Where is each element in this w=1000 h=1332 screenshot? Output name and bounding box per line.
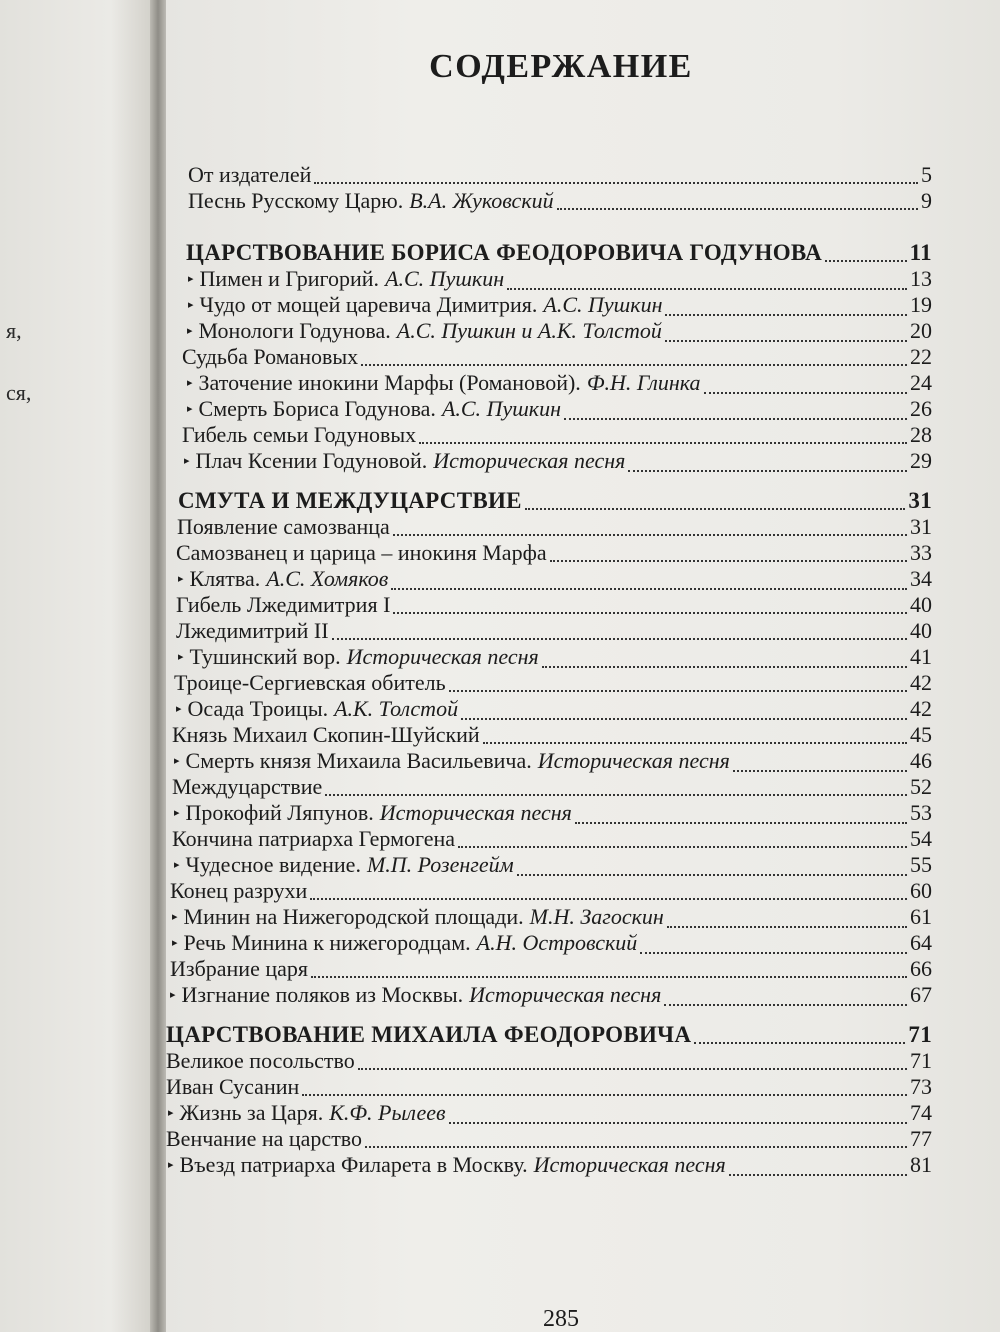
toc-entry-title: Осада Троицы.: [187, 696, 329, 721]
toc-page-number: 11: [909, 240, 932, 265]
toc-page-number: 42: [910, 670, 932, 695]
toc-entry-title: Появление самозванца: [177, 514, 390, 539]
toc-leader-dots: [825, 259, 907, 262]
toc-entry-author: А.К. Толстой: [334, 696, 459, 721]
toc-leader-dots: [575, 821, 907, 824]
bullet-icon: ▸: [174, 859, 180, 871]
toc-row: [166, 1126, 932, 1152]
toc-leader-dots: [665, 313, 907, 316]
toc-section-row: [166, 1022, 932, 1048]
toc-row: [177, 514, 932, 540]
toc-entry-author: А.С. Пушкин: [385, 266, 505, 291]
toc-row: [188, 188, 932, 214]
toc-entry-title: Троице-Сергиевская обитель: [174, 670, 446, 695]
toc-page-number: 71: [910, 1048, 932, 1073]
toc-entry-author: В.А. Жуковский: [409, 188, 554, 213]
toc-leader-dots: [391, 587, 907, 590]
toc-page-number: 77: [910, 1126, 932, 1151]
table-of-contents: [166, 0, 1000, 1332]
toc-row: [172, 826, 932, 852]
toc-page-number: 45: [910, 722, 932, 747]
toc-page-number: 24: [910, 370, 932, 395]
toc-page-number: 41: [910, 644, 932, 669]
toc-entry-author: К.Ф. Рылеев: [329, 1100, 446, 1125]
left-page-ghost-text: [20, 72, 25, 93]
toc-entry-title: Изгнание поляков из Москвы.: [181, 982, 464, 1007]
toc-entry-title: Гибель Лжедимитрия I: [176, 592, 391, 617]
toc-leader-dots: [628, 469, 907, 472]
toc-entry-title: Гибель семьи Годуновых: [182, 422, 417, 447]
toc-row: [176, 592, 932, 618]
left-page-line: ся,: [6, 380, 32, 405]
toc-entry-author: М.П. Розенгейм: [366, 852, 514, 877]
toc-leader-dots: [365, 1145, 907, 1148]
left-page-line: я,: [6, 318, 22, 343]
toc-entry-title: Песнь Русскому Царю.: [188, 188, 404, 213]
toc-leader-dots: [311, 975, 907, 978]
toc-page-number: 81: [910, 1152, 932, 1177]
toc-page-number: 67: [910, 982, 932, 1007]
toc-entry-title: Самозванец и царица – инокиня Марфа: [176, 540, 547, 565]
toc-page-number: 52: [910, 774, 932, 799]
toc-entry-title: Тушинский вор.: [189, 644, 341, 669]
toc-leader-dots: [449, 689, 907, 692]
toc-page-number: 40: [910, 618, 932, 643]
left-page: [0, 0, 158, 1332]
bullet-icon: ▸: [187, 403, 193, 415]
toc-leader-dots: [393, 533, 907, 536]
toc-leader-dots: [665, 339, 907, 342]
toc-page-number: 31: [910, 514, 932, 539]
toc-row: [174, 670, 932, 696]
toc-leader-dots: [302, 1093, 907, 1096]
toc-leader-dots: [704, 391, 908, 394]
toc-entry-title: СМУТА И МЕЖДУЦАРСТВИЕ: [178, 488, 522, 513]
toc-row: [184, 448, 932, 478]
toc-entry-author: Историческая песня: [469, 982, 662, 1007]
toc-leader-dots: [314, 181, 918, 184]
toc-entry-title: Клятва.: [189, 566, 261, 591]
toc-entry-title: ЦАРСТВОВАНИЕ МИХАИЛА ФЕОДОРОВИЧА: [166, 1022, 692, 1047]
bullet-icon: ▸: [184, 455, 190, 467]
toc-row: [172, 774, 932, 800]
toc-entry-title: Князь Михаил Скопин-Шуйский: [172, 722, 480, 747]
bullet-icon: ▸: [168, 1107, 174, 1119]
toc-page-number: 66: [910, 956, 932, 981]
bullet-icon: ▸: [168, 1159, 174, 1171]
toc-entry-title: Въезд патриарха Филарета в Москву.: [179, 1152, 528, 1177]
toc-entry-title: Заточение инокини Марфы (Романовой).: [198, 370, 581, 395]
toc-page-number: 29: [910, 448, 932, 473]
toc-leader-dots: [461, 717, 907, 720]
toc-section-row: [178, 488, 932, 514]
toc-page-number: 53: [910, 800, 932, 825]
toc-page-number: 13: [910, 266, 932, 291]
toc-row: [176, 618, 932, 644]
toc-page-number: 71: [908, 1022, 932, 1047]
toc-page-number: 5: [921, 162, 932, 187]
toc-page-number: 19: [910, 292, 932, 317]
toc-leader-dots: [419, 441, 907, 444]
toc-entry-title: Речь Минина к нижегородцам.: [183, 930, 471, 955]
bullet-icon: ▸: [178, 573, 184, 585]
toc-leader-dots: [664, 1003, 907, 1006]
toc-row: [170, 878, 932, 904]
toc-entry-author: Историческая песня: [433, 448, 626, 473]
toc-leader-dots: [361, 363, 907, 366]
toc-leader-dots: [517, 873, 907, 876]
toc-entry-title: Лжедимитрий II: [176, 618, 329, 643]
toc-entry-title: Смерть князя Михаила Васильевича.: [185, 748, 532, 773]
toc-entry-author: Историческая песня: [346, 644, 539, 669]
toc-leader-dots: [507, 287, 907, 290]
toc-entry-title: Великое посольство: [166, 1048, 355, 1073]
toc-entry-title: Монологи Годунова.: [198, 318, 391, 343]
toc-page-number: 46: [910, 748, 932, 773]
toc-leader-dots: [483, 741, 907, 744]
toc-entry-author: Ф.Н. Глинка: [586, 370, 701, 395]
toc-entry-title: Судьба Романовых: [182, 344, 359, 369]
toc-page-number: 34: [910, 566, 932, 591]
bullet-icon: ▸: [188, 273, 194, 285]
toc-section-row: [186, 240, 932, 266]
toc-page-number: 42: [910, 696, 932, 721]
toc-leader-dots: [542, 665, 907, 668]
toc-entry-title: Прокофий Ляпунов.: [185, 800, 374, 825]
toc-row: [168, 1152, 932, 1182]
toc-page-number: 31: [908, 488, 932, 513]
toc-row: [172, 722, 932, 748]
toc-row: [182, 344, 932, 370]
toc-leader-dots: [640, 951, 907, 954]
toc-leader-dots: [694, 1041, 905, 1044]
toc-page-number: 20: [910, 318, 932, 343]
toc-leader-dots: [310, 897, 907, 900]
toc-page-number: 9: [921, 188, 932, 213]
toc-entry-title: Плач Ксении Годуновой.: [195, 448, 428, 473]
toc-entry-author: Историческая песня: [537, 748, 730, 773]
toc-page-number: 28: [910, 422, 932, 447]
toc-page-number: 40: [910, 592, 932, 617]
bullet-icon: ▸: [178, 651, 184, 663]
bullet-icon: ▸: [187, 325, 193, 337]
toc-entry-title: Чудесное видение.: [185, 852, 361, 877]
toc-page-number: 26: [910, 396, 932, 421]
toc-row: [188, 162, 932, 188]
toc-page-number: 55: [910, 852, 932, 877]
toc-entry-title: Венчание на царство: [166, 1126, 363, 1151]
toc-entry-author: М.Н. Загоскин: [529, 904, 664, 929]
toc-leader-dots: [564, 417, 907, 420]
bullet-icon: ▸: [188, 299, 194, 311]
toc-page-number: 54: [910, 826, 932, 851]
bullet-icon: ▸: [172, 911, 178, 923]
toc-entry-author: А.С. Пушкин: [441, 396, 562, 421]
bullet-icon: ▸: [172, 937, 178, 949]
toc-page-number: 61: [910, 904, 932, 929]
toc-leader-dots: [332, 637, 907, 640]
toc-entry-title: ЦАРСТВОВАНИЕ БОРИСА ФЕОДОРОВИЧА ГОДУНОВА: [186, 240, 822, 265]
toc-row: [176, 540, 932, 566]
toc-entry-title: Пимен и Григорий.: [199, 266, 380, 291]
toc-leader-dots: [667, 925, 907, 928]
bullet-icon: ▸: [174, 807, 180, 819]
bullet-icon: ▸: [187, 377, 193, 389]
toc-entry-title: От издателей: [188, 162, 312, 187]
page-number: 285: [543, 1306, 579, 1332]
toc-leader-dots: [449, 1121, 907, 1124]
toc-page-number: 33: [910, 540, 932, 565]
toc-page-number: 73: [910, 1074, 932, 1099]
toc-entry-author: А.С. Пушкин и А.К. Толстой: [396, 318, 662, 343]
toc-entry-author: Историческая песня: [533, 1152, 726, 1177]
bullet-icon: ▸: [170, 989, 176, 1001]
toc-entry-author: А.Н. Островский: [476, 930, 638, 955]
toc-entry-title: Минин на Нижегородской площади.: [183, 904, 524, 929]
toc-leader-dots: [325, 793, 907, 796]
toc-leader-dots: [393, 611, 907, 614]
toc-entry-title: Чудо от мощей царевича Димитрия.: [199, 292, 538, 317]
toc-entry-title: Конец разрухи: [170, 878, 308, 903]
toc-entry-author: А.С. Пушкин: [543, 292, 663, 317]
toc-leader-dots: [358, 1067, 907, 1070]
toc-row: [182, 422, 932, 448]
toc-entry-title: Междуцарствие: [172, 774, 323, 799]
toc-leader-dots: [550, 559, 907, 562]
toc-row: [166, 1048, 932, 1074]
toc-entry-title: Иван Сусанин: [166, 1074, 300, 1099]
contents-page: [166, 0, 1000, 1332]
toc-row: [170, 982, 932, 1012]
toc-page-number: 60: [910, 878, 932, 903]
toc-entry-title: Кончина патриарха Гермогена: [172, 826, 456, 851]
toc-leader-dots: [525, 507, 906, 510]
toc-row: [170, 956, 932, 982]
toc-entry-title: Смерть Бориса Годунова.: [198, 396, 436, 421]
toc-leader-dots: [729, 1173, 907, 1176]
toc-leader-dots: [557, 207, 918, 210]
page-title: СОДЕРЖАНИЕ: [429, 48, 693, 85]
toc-entry-author: А.С. Хомяков: [266, 566, 389, 591]
toc-leader-dots: [733, 769, 907, 772]
toc-entry-title: Избрание царя: [170, 956, 309, 981]
toc-page-number: 64: [910, 930, 932, 955]
toc-leader-dots: [458, 845, 907, 848]
toc-entry-author: Историческая песня: [379, 800, 572, 825]
toc-page-number: 74: [910, 1100, 932, 1125]
bullet-icon: ▸: [176, 703, 182, 715]
toc-entry-title: Жизнь за Царя.: [179, 1100, 324, 1125]
toc-page-number: 22: [910, 344, 932, 369]
toc-row: [166, 1074, 932, 1100]
bullet-icon: ▸: [174, 755, 180, 767]
